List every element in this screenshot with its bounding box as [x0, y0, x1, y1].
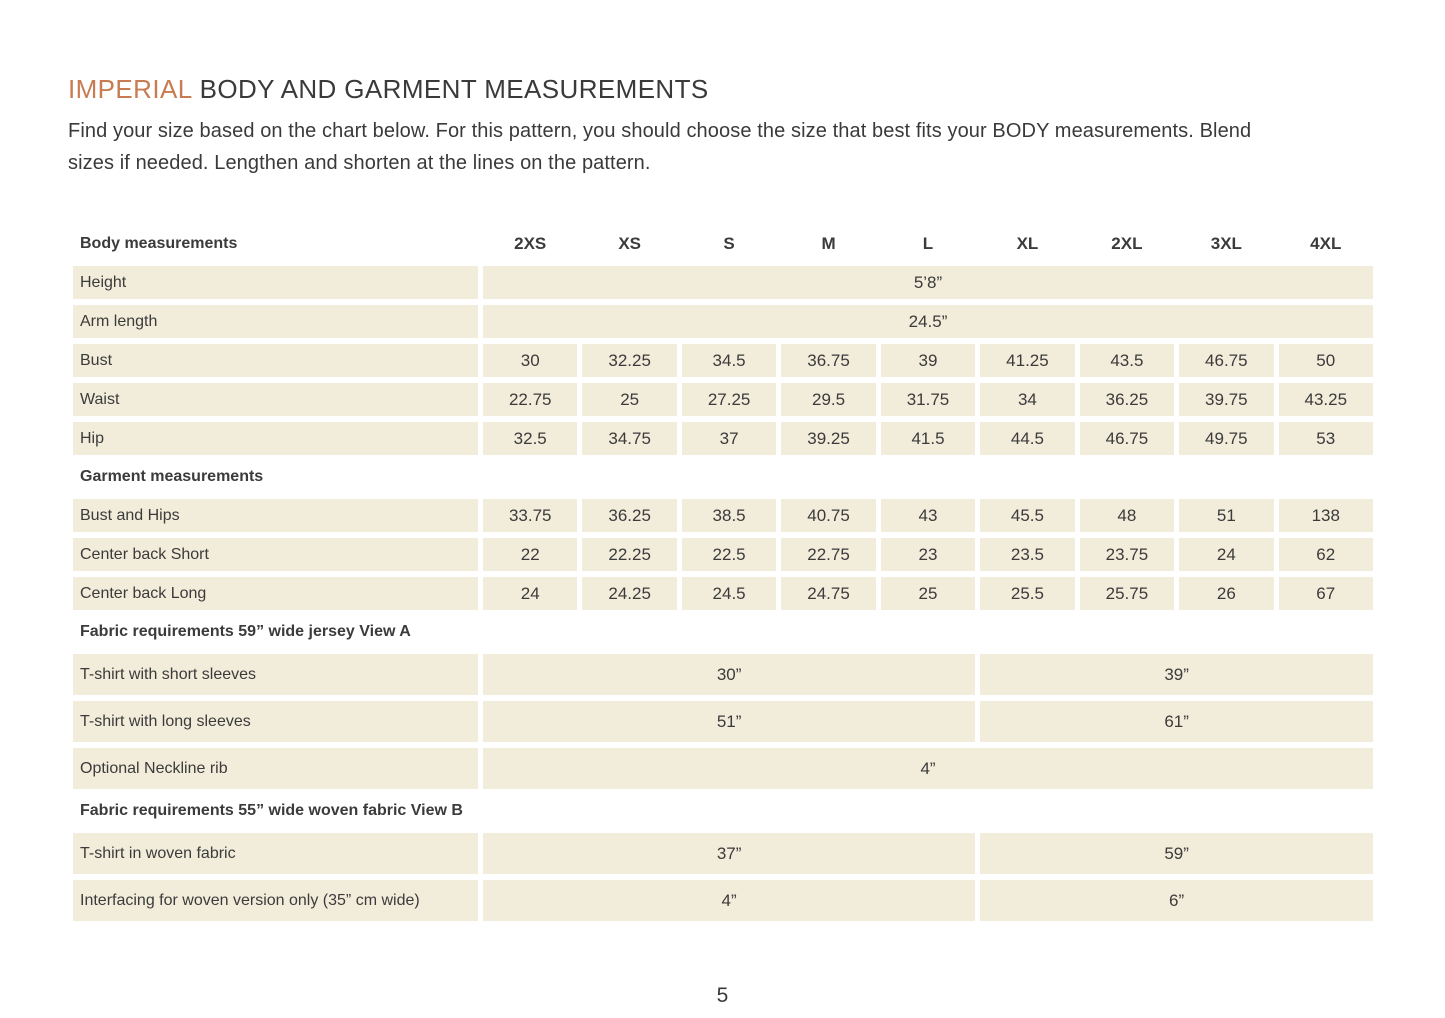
value-cell: 23.75 [1080, 538, 1174, 571]
table-row [73, 422, 1373, 455]
row-label: Interfacing for woven version only (35” cm wide) [73, 880, 478, 921]
value-cell: 25.75 [1080, 577, 1174, 610]
intro-text: Find your size based on the chart below. For this pattern, you should choose the size that best fits your BODY measurements. Blend sizes if needed. Lengthen and shorten at the lines on the pattern. [68, 120, 1252, 174]
value-cell: 48 [1080, 499, 1174, 532]
value-cell: 34.5 [682, 344, 776, 377]
table-row [73, 748, 1373, 789]
row-label: Center back Long [73, 577, 478, 610]
section-header: Fabric requirements 59” wide jersey View A [80, 623, 411, 640]
value-cell: 25.5 [980, 577, 1074, 610]
row-label: Arm length [73, 305, 478, 338]
value-cell: 46.75 [1080, 422, 1174, 455]
measurement-table [73, 228, 1373, 921]
column-header-label: Body measurements [80, 234, 238, 252]
value-cell: 51 [1179, 499, 1273, 532]
section-header-row [73, 795, 1373, 827]
value-cell: 23 [881, 538, 975, 571]
table-row [73, 880, 1373, 921]
value-cell: 22 [483, 538, 577, 571]
value-cell: 24.5 [682, 577, 776, 610]
value-cell: 24.5” [483, 305, 1373, 338]
value-cell: 30 [483, 344, 577, 377]
page-title-rest: BODY AND GARMENT MEASUREMENTS [199, 74, 709, 104]
size-column-header: 4XL [1310, 233, 1342, 253]
value-cell: 23.5 [980, 538, 1074, 571]
value-cell: 32.5 [483, 422, 577, 455]
table-row [73, 383, 1373, 416]
page-title-highlight: IMPERIAL [68, 74, 193, 104]
size-column-header: S [723, 233, 735, 253]
value-cell: 38.5 [682, 499, 776, 532]
value-cell: 29.5 [781, 383, 875, 416]
value-cell: 39 [881, 344, 975, 377]
value-cell: 6” [980, 880, 1373, 921]
row-label: Height [73, 266, 478, 299]
table-row [73, 305, 1373, 338]
value-cell: 43 [881, 499, 975, 532]
section-header: Fabric requirements 55” wide woven fabric View B [80, 802, 463, 819]
row-label: Hip [73, 422, 478, 455]
value-cell: 34.75 [582, 422, 676, 455]
value-cell: 50 [1279, 344, 1373, 377]
value-cell: 27.25 [682, 383, 776, 416]
value-cell: 25 [881, 577, 975, 610]
table-row [73, 654, 1373, 695]
size-column-header: M [821, 233, 836, 253]
value-cell: 32.25 [582, 344, 676, 377]
value-cell: 138 [1279, 499, 1373, 532]
size-column-header: XS [618, 233, 641, 253]
table-row [73, 499, 1373, 532]
page-number: 5 [716, 984, 729, 1007]
value-cell: 62 [1279, 538, 1373, 571]
value-cell: 22.75 [781, 538, 875, 571]
value-cell: 43.5 [1080, 344, 1174, 377]
value-cell: 36.25 [1080, 383, 1174, 416]
table-row [73, 701, 1373, 742]
value-cell: 30” [483, 654, 975, 695]
section-header: Garment measurements [80, 468, 264, 485]
row-label: Bust and Hips [73, 499, 478, 532]
table-row [73, 266, 1373, 299]
value-cell: 26 [1179, 577, 1273, 610]
table-row [73, 538, 1373, 571]
size-column-header: 2XL [1111, 233, 1143, 253]
row-label: Waist [73, 383, 478, 416]
value-cell: 41.25 [980, 344, 1074, 377]
value-cell: 22.75 [483, 383, 577, 416]
size-column-header: XL [1016, 233, 1039, 253]
row-label: T-shirt with long sleeves [73, 701, 478, 742]
value-cell: 5’8” [483, 266, 1373, 299]
value-cell: 22.5 [682, 538, 776, 571]
value-cell: 25 [582, 383, 676, 416]
value-cell: 45.5 [980, 499, 1074, 532]
value-cell: 43.25 [1279, 383, 1373, 416]
size-column-header: L [922, 233, 934, 253]
value-cell: 31.75 [881, 383, 975, 416]
section-header-row [73, 461, 1373, 493]
column-header-row [73, 228, 1373, 259]
table-row [73, 344, 1373, 377]
value-cell: 36.25 [582, 499, 676, 532]
section-header-row [73, 616, 1373, 648]
value-cell: 37” [483, 833, 975, 874]
value-cell: 51” [483, 701, 975, 742]
value-cell: 22.25 [582, 538, 676, 571]
size-column-header: 3XL [1210, 233, 1242, 253]
value-cell: 33.75 [483, 499, 577, 532]
value-cell: 24.25 [582, 577, 676, 610]
value-cell: 4” [483, 880, 975, 921]
table-row [73, 833, 1373, 874]
table-row [73, 577, 1373, 610]
size-column-header: 2XS [514, 233, 547, 253]
value-cell: 24 [483, 577, 577, 610]
value-cell: 59” [980, 833, 1373, 874]
row-label: T-shirt with short sleeves [73, 654, 478, 695]
value-cell: 36.75 [781, 344, 875, 377]
value-cell: 46.75 [1179, 344, 1273, 377]
row-label: Bust [73, 344, 478, 377]
value-cell: 34 [980, 383, 1074, 416]
value-cell: 41.5 [881, 422, 975, 455]
row-label: Optional Neckline rib [73, 748, 478, 789]
value-cell: 40.75 [781, 499, 875, 532]
value-cell: 24 [1179, 538, 1273, 571]
row-label: Center back Short [73, 538, 478, 571]
value-cell: 39” [980, 654, 1373, 695]
value-cell: 44.5 [980, 422, 1074, 455]
value-cell: 39.75 [1179, 383, 1273, 416]
value-cell: 67 [1279, 577, 1373, 610]
value-cell: 24.75 [781, 577, 875, 610]
value-cell: 37 [682, 422, 776, 455]
value-cell: 39.25 [781, 422, 875, 455]
row-label: T-shirt in woven fabric [73, 833, 478, 874]
value-cell: 49.75 [1179, 422, 1273, 455]
value-cell: 61” [980, 701, 1373, 742]
page-title [68, 74, 1377, 105]
value-cell: 4” [483, 748, 1373, 789]
value-cell: 53 [1279, 422, 1373, 455]
